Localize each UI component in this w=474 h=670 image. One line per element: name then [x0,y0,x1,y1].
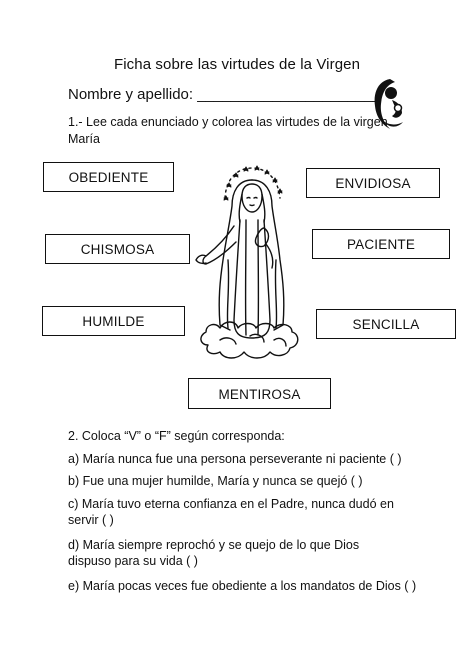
question-c: c) María tuvo eterna confianza en el Padre, nunca dudó en servir ( ) [68,497,394,527]
question-e: e) María pocas veces fue obediente a los mandatos de Dios ( ) [68,579,417,593]
instruction-2: 2. Coloca “V” o “F” según corresponda: [68,429,285,443]
virgin-mary-illustration [190,160,310,372]
virtue-box-chismosa: CHISMOSA [45,234,190,264]
name-field: Nombre y apellido: ______________________ [68,86,381,103]
instruction-1: 1.- Lee cada enunciado y colorea las virtudes de la virgen María [68,115,388,146]
question-d: d) María siempre reprochó y se quejo de lo que Dios dispuso para su vida ( ) [68,538,360,568]
virtue-box-sencilla: SENCILLA [316,309,456,339]
question-b: b) Fue una mujer humilde, María y nunca se quejó ( ) [68,474,363,488]
virtue-box-envidiosa: ENVIDIOSA [306,168,440,198]
question-a: a) María nunca fue una persona perseverante ni paciente ( ) [68,452,402,466]
virtue-box-paciente: PACIENTE [312,229,450,259]
page-title: Ficha sobre las virtudes de la Virgen [113,56,361,73]
virtue-box-mentirosa: MENTIROSA [188,378,331,409]
virtue-box-humilde: HUMILDE [42,306,185,336]
virtue-box-obediente: OBEDIENTE [43,162,174,192]
